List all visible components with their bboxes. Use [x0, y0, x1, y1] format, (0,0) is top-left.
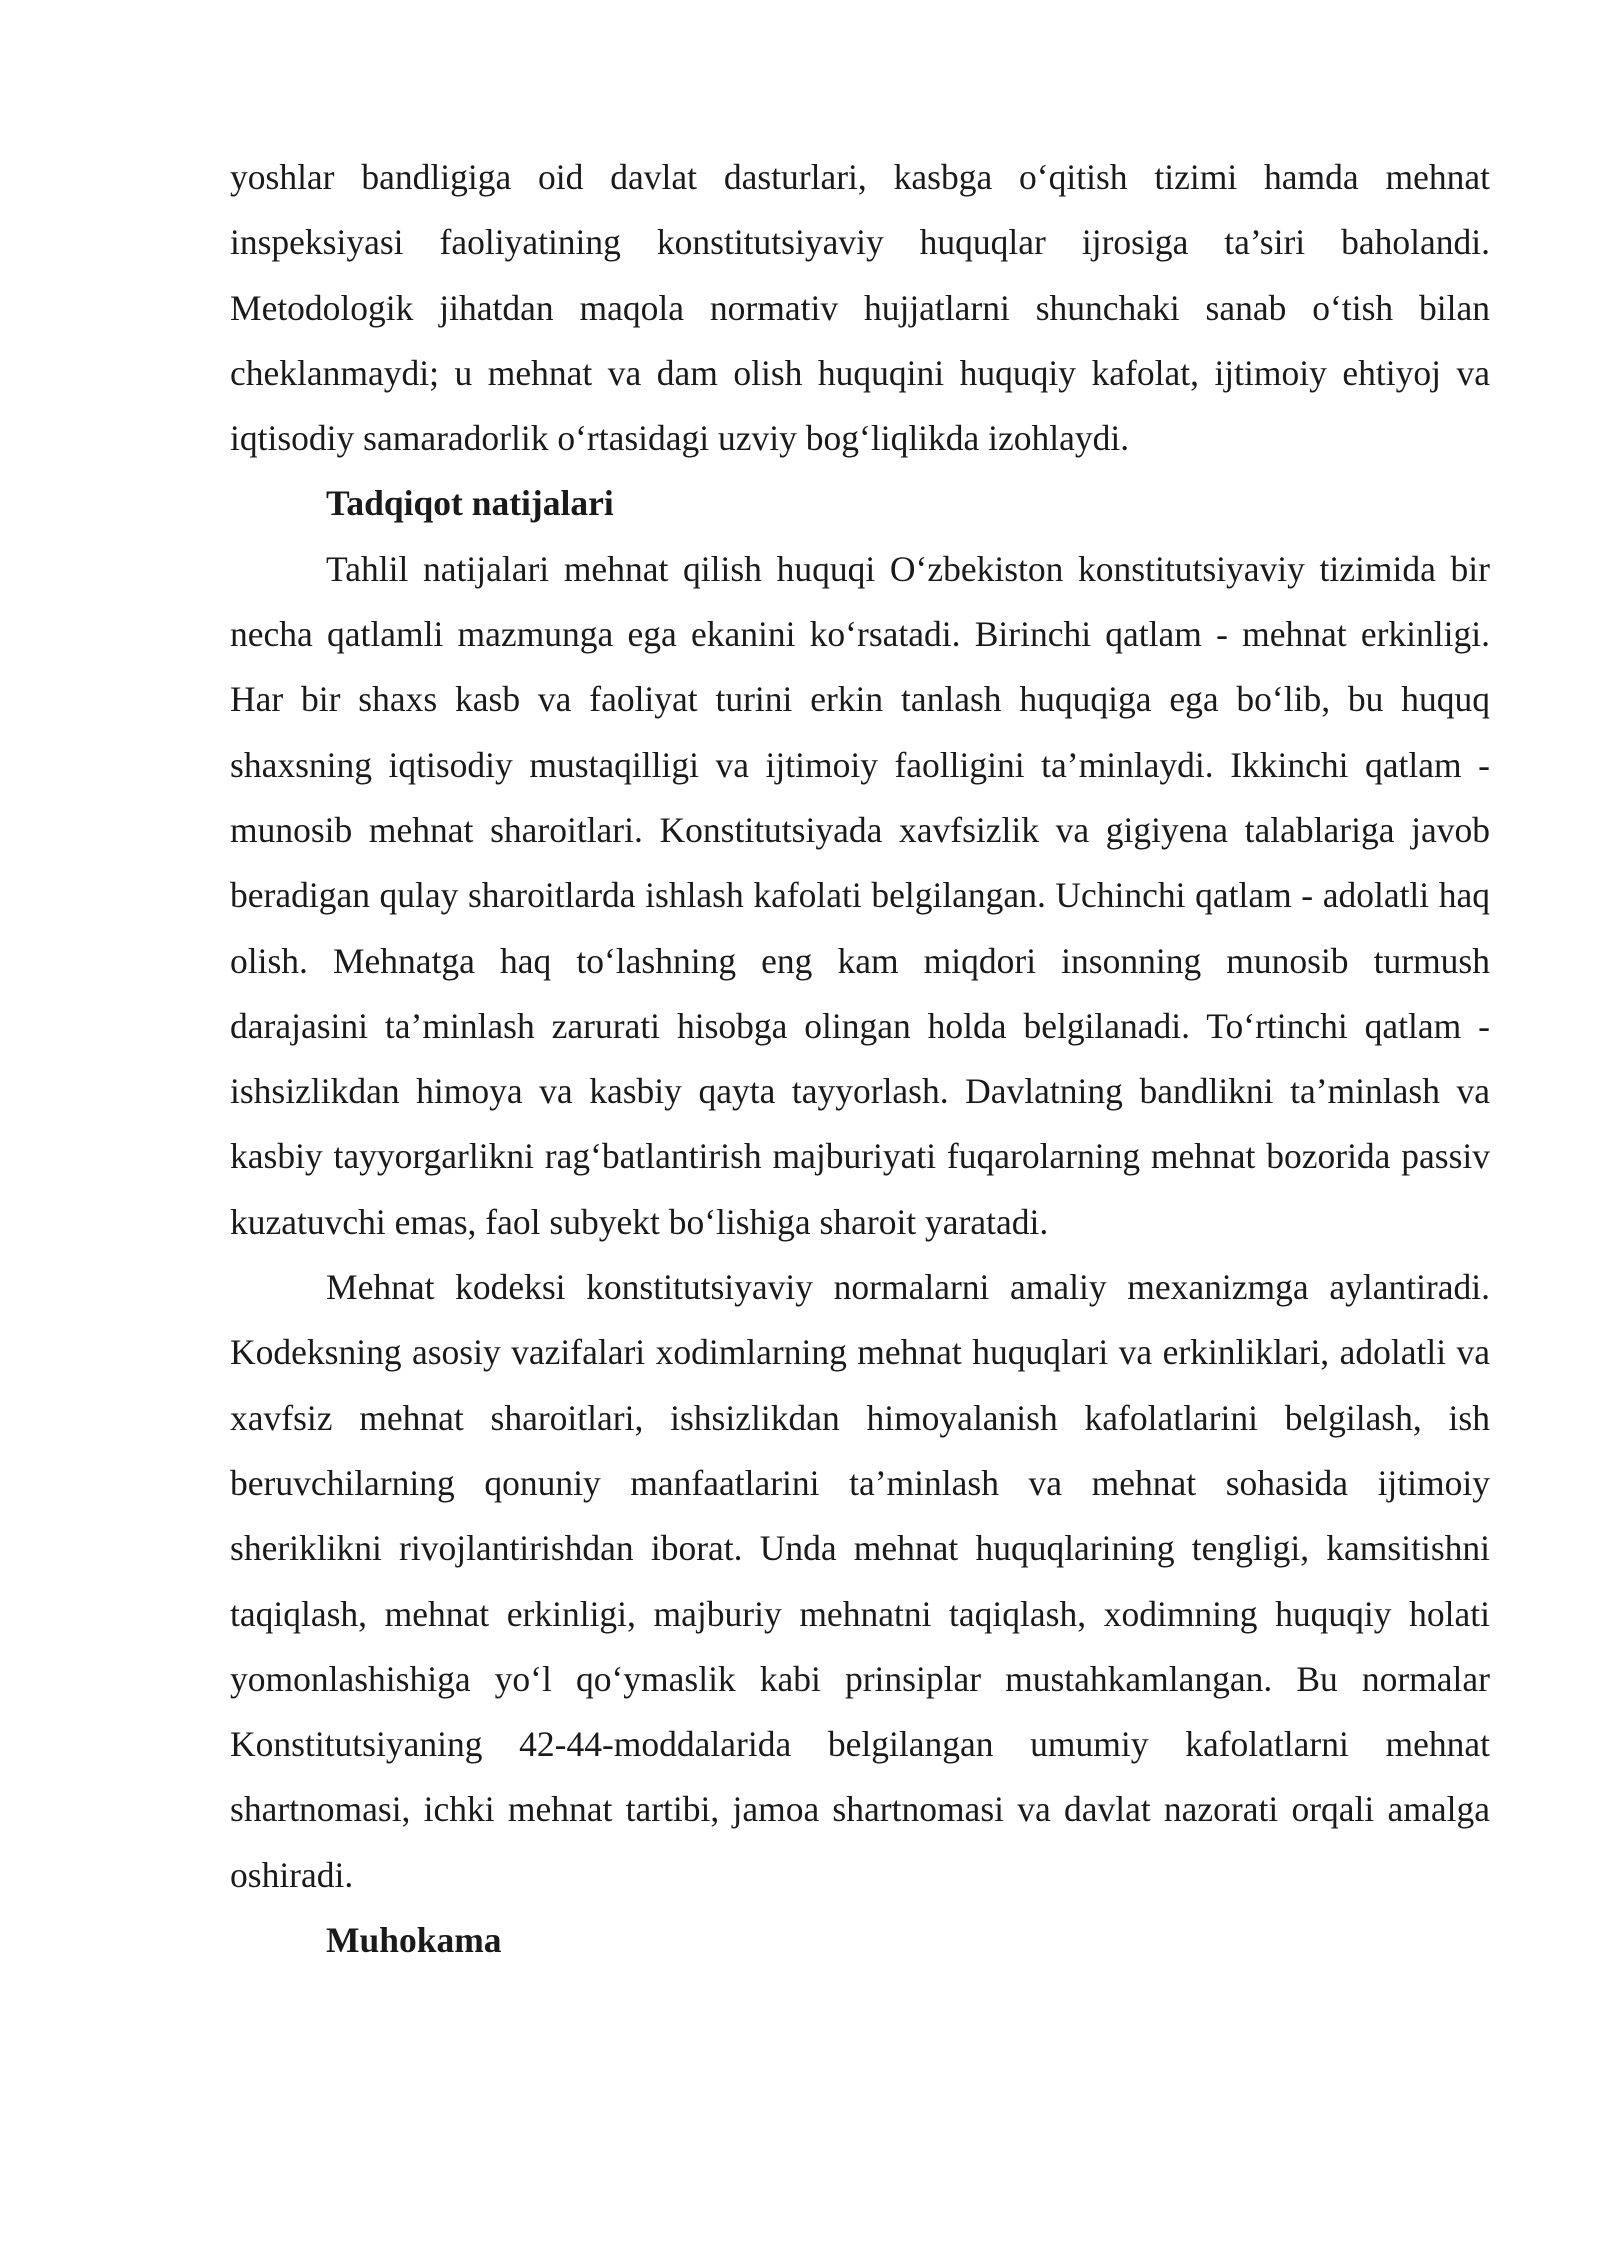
document-body — [230, 145, 1490, 1973]
paragraph-intro-continuation: yoshlar bandligiga oid davlat dasturlari, kasbga o‘qitish tizimi hamda mehnat inspeksiyasi faoliyatining konstitutsiyaviy huquqlar ijrosiga ta’siri baholandi. Metodologik jihatdan maqola normativ hujjatlarni shunchaki sanab o‘tish bilan cheklanmaydi; u mehnat va dam olish huquqini huquqiy kafolat, ijtimoiy ehtiyoj va iqtisodiy samaradorlik o‘rtasidagi uzviy bog‘liqlikda izohlaydi. — [230, 157, 1490, 459]
section-heading-discussion: Muhokama — [326, 1920, 502, 1961]
paragraph-results-analysis: Tahlil natijalari mehnat qilish huquqi O‘zbekiston konstitutsiyaviy tizimida bir necha qatlamli mazmunga ega ekanini ko‘rsatadi. Birinchi qatlam - mehnat erkinligi. Har bir shaxs kasb va faoliyat turini erkin tanlash huquqiga ega bo‘lib, bu huquq shaxsning iqtisodiy mustaqilligi va ijtimoiy faolligini ta’minlaydi. Ikkinchi qatlam - munosib mehnat sharoitlari. Konstitutsiyada xavfsizlik va gigiyena talablariga javob beradigan qulay sharoitlarda ishlash kafolati belgilangan. Uchinchi qatlam - adolatli haq olish. Mehnatga haq to‘lashning eng kam miqdori insonning munosib turmush darajasini ta’minlash zarurati hisobga olingan holda belgilanadi. To‘rtinchi qatlam - ishsizlikdan himoya va kasbiy qayta tayyorlash. Davlatning bandlikni ta’minlash va kasbiy tayyorgarlikni rag‘batlantirish majburiyati fuqarolarning mehnat bozorida passiv kuzatuvchi emas, faol subyekt bo‘lishiga sharoit yaratadi. — [230, 548, 1490, 1242]
paragraph-labor-code: Mehnat kodeksi konstitutsiyaviy normalarni amaliy mexanizmga aylantiradi. Kodeksning asosiy vazifalari xodimlarning mehnat huquqlari va erkinliklari, adolatli va xavfsiz mehnat sharoitlari, ishsizlikdan himoyalanish kafolatlarini belgilash, ish beruvchilarning qonuniy manfaatlarini ta’minlash va mehnat sohasida ijtimoiy sheriklikni rivojlantirishdan iborat. Unda mehnat huquqlarining tengligi, kamsitishni taqiqlash, mehnat erkinligi, majburiy mehnatni taqiqlash, xodimning huquqiy holati yomonlashishiga yo‘l qo‘ymaslik kabi prinsiplar mustahkamlangan. Bu normalar Konstitutsiyaning 42-44-moddalarida belgilangan umumiy kafolatlarni mehnat shartnomasi, ichki mehnat tartibi, jamoa shartnomasi va davlat nazorati orqali amalga oshiradi. — [230, 1267, 1490, 1895]
section-heading-results: Tadqiqot natijalari — [326, 483, 614, 524]
